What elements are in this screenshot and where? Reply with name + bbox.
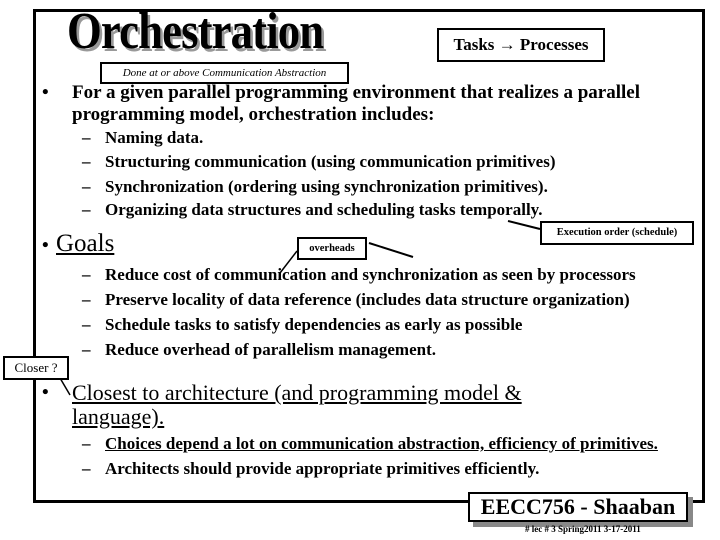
overheads-callout-line-right (369, 243, 413, 257)
dash: – (82, 152, 91, 171)
closest-item-text: Choices depend a lot on communication abstraction, efficiency of primitives. (105, 434, 658, 453)
goal-item: Schedule tasks to satisfy dependencies as early as possible (105, 315, 523, 334)
goal-item: Preserve locality of data reference (includes data structure organization) (105, 290, 630, 309)
execution-order-note: Execution order (schedule) (540, 221, 694, 245)
footer-info: # lec # 3 Spring2011 3-17-2011 (525, 524, 641, 534)
closest-line-2-text: language). (72, 404, 165, 429)
exec-callout-line (508, 221, 540, 229)
course-badge: EECC756 - Shaaban (468, 492, 688, 522)
closest-item (105, 434, 658, 454)
goals-heading (56, 230, 114, 258)
include-item: Organizing data structures and scheduling tasks temporally. (105, 200, 543, 219)
goals-heading-text: Goals (56, 230, 115, 257)
bullet: • (42, 82, 49, 103)
goal-item: Reduce cost of communication and synchronization as seen by processors (105, 265, 636, 284)
dash: – (82, 459, 91, 478)
slide-title: Orchestration (67, 3, 324, 60)
bullet: • (42, 382, 49, 403)
goal-item: Reduce overhead of parallelism management. (105, 340, 436, 359)
intro-line-1: For a given parallel programming environment that realizes a parallel (72, 82, 641, 103)
bullet: • (42, 235, 49, 256)
include-item: Structuring communication (using communication primitives) (105, 152, 556, 171)
closer-callout-line (60, 378, 70, 395)
intro-line-2: programming model, orchestration includes: (72, 104, 435, 125)
closest-line-1 (72, 380, 522, 406)
closer-note: Closer ? (3, 356, 69, 380)
dash: – (82, 200, 91, 219)
tasks-processes-box: Tasks → Processes (437, 28, 605, 62)
dash: – (82, 265, 91, 284)
include-item: Synchronization (ordering using synchronization primitives). (105, 177, 548, 196)
dash: – (82, 177, 91, 196)
dash: – (82, 128, 91, 147)
include-item: Naming data. (105, 128, 204, 147)
dash: – (82, 434, 91, 453)
closest-line-1-text: Closest to architecture (and programming model & (72, 380, 522, 405)
dash: – (82, 340, 91, 359)
dash: – (82, 290, 91, 309)
closest-line-2 (72, 404, 164, 430)
dash: – (82, 315, 91, 334)
closest-item: Architects should provide appropriate primitives efficiently. (105, 459, 540, 478)
abstraction-note-box: Done at or above Communication Abstraction (100, 62, 349, 84)
overheads-note: overheads (297, 237, 367, 260)
